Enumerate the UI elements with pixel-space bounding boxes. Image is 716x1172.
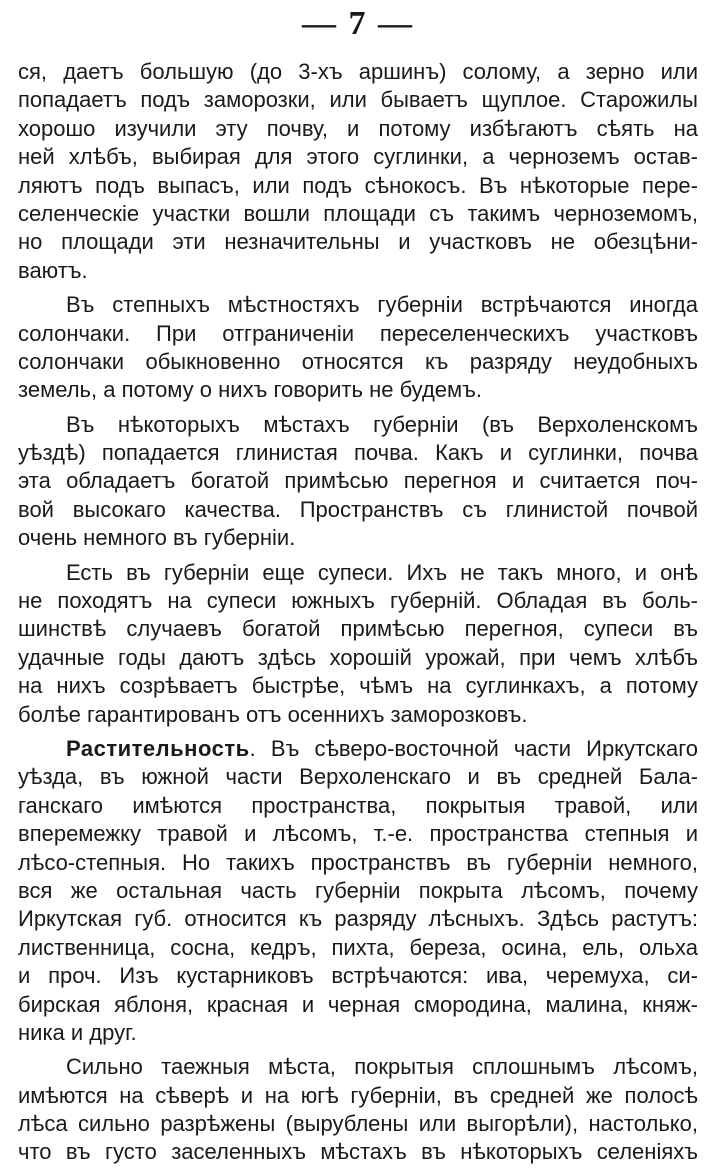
text-line: ганскаго имѣются пространства, покрытыя травой, или	[18, 792, 698, 818]
text-line: хорошо изучили эту почву, и потому избѣгаютъ сѣять на	[18, 115, 698, 141]
text-line: вой высокаго качества. Пространствъ съ глинистой почвой	[18, 496, 698, 522]
text-line: очень немного въ губерніи.	[18, 525, 296, 551]
text-line: лиственница, сосна, кедръ, пихта, береза, осина, ель, ольха	[18, 934, 698, 960]
text-line: болѣе гарантированъ отъ осеннихъ заморозковъ.	[18, 701, 528, 727]
text-line: на нихъ созрѣваетъ быстрѣе, чѣмъ на суглинкахъ, а потому	[18, 673, 698, 699]
text-line: Сильно таежныя мѣста, покрытыя сплошнымъ лѣсомъ,	[66, 1054, 698, 1080]
text-line: селенческіе участки вошли площади съ такимъ черноземомъ,	[18, 200, 698, 226]
text-line: ляютъ подъ выпасъ, или подъ сѣнокосъ. Въ нѣкоторые пере-	[18, 172, 698, 198]
section-heading: Растительность	[66, 735, 250, 761]
text-line: Есть въ губерніи еще супеси. Ихъ не такъ много, и онѣ	[66, 559, 698, 585]
text-fragment: . Въ сѣверо-восточной части Иркутскаго	[249, 735, 698, 761]
paragraph-vegetation	[18, 735, 698, 1047]
paragraph-soil-chernozem	[18, 58, 698, 285]
text-line: что въ густо заселенныхъ мѣстахъ въ нѣкоторыхъ селеніяхъ	[18, 1139, 698, 1165]
text-line: лѣсо-степныя. Но такихъ пространствъ въ губерніи немного,	[18, 849, 698, 875]
text-line: не походятъ на супеси южныхъ губерній. Обладая въ боль-	[18, 588, 698, 614]
text-line: вся же остальная часть губерніи покрыта лѣсомъ, почему	[18, 877, 698, 903]
text-line: Иркутская губ. относится къ разряду лѣсныхъ. Здѣсь растутъ:	[18, 906, 698, 932]
text-line: солончаки обыкновенно относятся къ разряду неудобныхъ	[18, 348, 698, 374]
text-line: эта обладаетъ богатой примѣсью перегноя и считается поч-	[18, 468, 698, 494]
text-line: вперемежку травой и лѣсомъ, т.-е. пространства степныя и	[18, 821, 698, 847]
paragraph-clay-soil	[18, 411, 698, 553]
text-line: ся, даетъ большую (до 3-хъ аршинъ) солому, а зерно или	[18, 59, 698, 84]
page-number: — 7 —	[302, 5, 414, 42]
paragraph-sandy-loam	[18, 559, 698, 729]
text-line: ника и друг.	[18, 1019, 137, 1045]
text-line: солончаки. При отграниченіи переселенческихъ участковъ	[18, 320, 698, 346]
text-line: попадаетъ подъ заморозки, или бываетъ щуплое. Старожилы	[18, 87, 698, 113]
paragraph-solonchaki	[18, 291, 698, 405]
text-line: Въ нѣкоторыхъ мѣстахъ губерніи (въ Верхоленскомъ	[66, 411, 698, 437]
text-line: ваютъ.	[18, 257, 88, 283]
text-line: уѣздѣ) попадается глинистая почва. Какъ и суглинки, почва	[18, 440, 698, 466]
text-line: ней хлѣбъ, выбирая для этого суглинки, а черноземъ остав-	[18, 144, 698, 170]
text-line: Въ степныхъ мѣстностяхъ губерніи встрѣчаются иногда	[66, 292, 698, 318]
body-text	[18, 58, 698, 1167]
text-line: и проч. Изъ кустарниковъ встрѣчаются: ива, черемуха, си-	[18, 963, 698, 989]
text-line: бирская яблоня, красная и черная смородина, малина, княж-	[18, 991, 698, 1017]
text-line: имѣются на сѣверѣ и на югѣ губерніи, въ средней же полосѣ	[18, 1082, 698, 1108]
text-line: лѣса сильно разрѣжены (вырублены или выгорѣли), настолько,	[18, 1111, 698, 1137]
text-line: удачные годы даютъ здѣсь хорошій урожай, при чемъ хлѣбъ	[18, 644, 698, 670]
text-line	[18, 735, 698, 763]
text-line: но площади эти незначительны и участковъ не обезцѣни-	[18, 229, 698, 255]
text-line: шинствѣ случаевъ богатой примѣсью перегноя, супеси въ	[18, 616, 698, 642]
text-line: уѣзда, въ южной части Верхоленскаго и въ средней Бала-	[18, 764, 698, 790]
text-line: земель, а потому о нихъ говорить не будемъ.	[18, 377, 483, 403]
paragraph-taiga	[18, 1053, 698, 1167]
